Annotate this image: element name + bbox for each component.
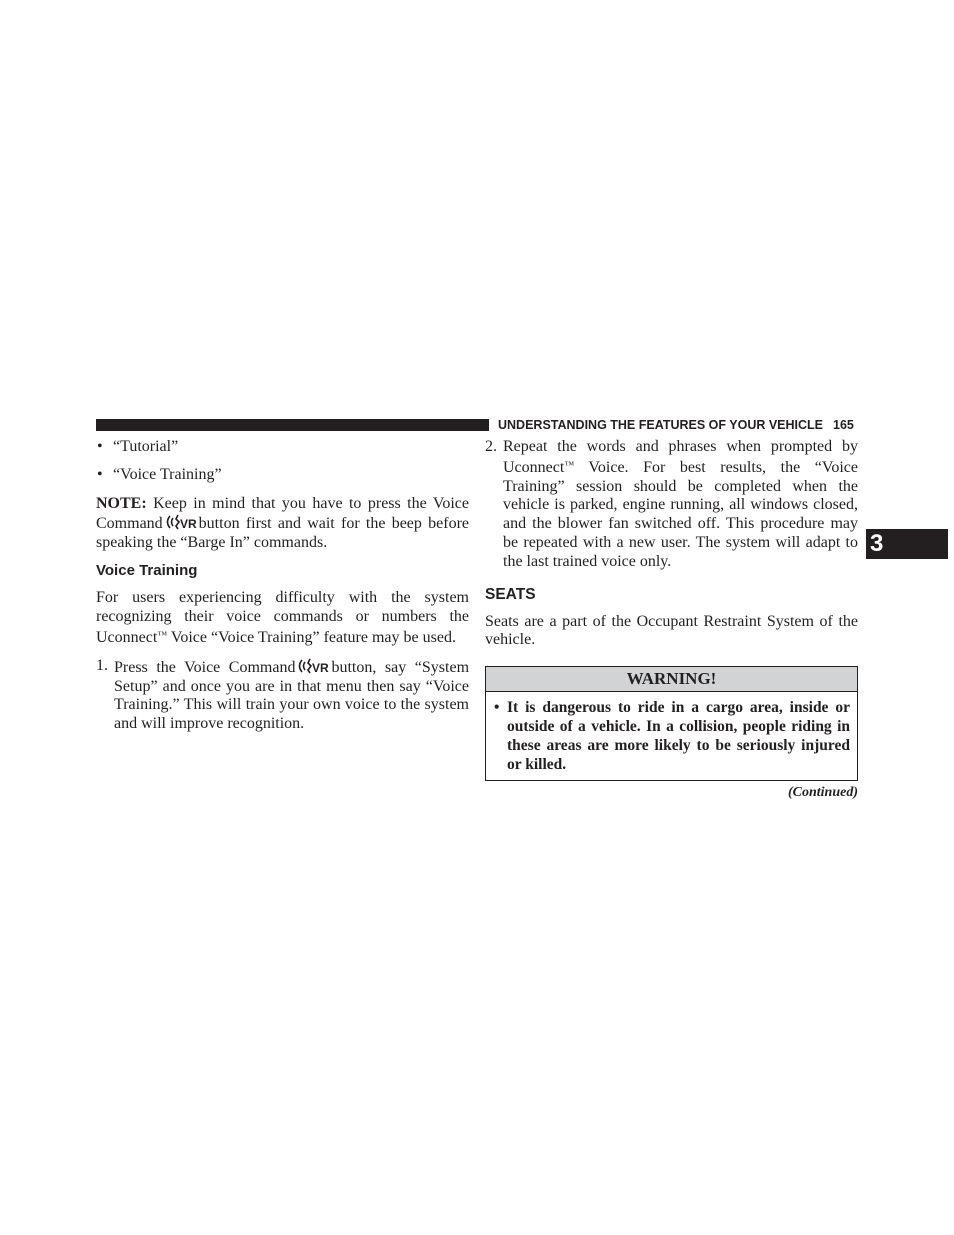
step-1-number: 1.	[96, 656, 108, 674]
voice-training-heading: Voice Training	[96, 561, 198, 579]
warning-title: WARNING!	[486, 667, 857, 692]
left-column	[96, 438, 469, 734]
voice-command-icon	[164, 513, 198, 531]
continued-label: (Continued)	[787, 785, 858, 801]
note-text-2: button first and wait for the beep before speaking the “Barge In” commands.	[96, 515, 469, 552]
step-2	[485, 438, 858, 572]
right-column	[485, 438, 858, 803]
trademark-symbol: ™	[564, 459, 575, 471]
warning-bullet: • It is dangerous to ride in a cargo area, inside or outside of a vehicle. In a collision, people riding in these areas are more likely to be seriously injured or killed.	[493, 699, 850, 774]
page-number: 165	[833, 418, 854, 432]
warning-body	[486, 692, 857, 780]
voice-training-intro-text-2: Voice “Voice Training” feature may be used.	[167, 628, 456, 646]
seats-intro: Seats are a part of the Occupant Restraint System of the vehicle.	[485, 612, 858, 649]
voice-command-icon	[296, 657, 330, 675]
header-rule-bar	[96, 419, 489, 431]
step-2-text-2: Voice. For best results, the “Voice Training” session should be completed when the vehicle is parked, engine running, all windows closed, and the blower fan switched off. This procedure may be repeated with a new user. The system will adapt to the last trained voice only.	[503, 458, 858, 570]
note-label: NOTE:	[96, 494, 147, 512]
note-paragraph	[96, 495, 469, 553]
trademark-symbol: ™	[157, 629, 168, 641]
running-header	[498, 417, 858, 433]
chapter-number: 3	[870, 530, 884, 557]
svg-text:VR: VR	[312, 660, 330, 675]
chapter-tab	[866, 529, 948, 559]
voice-training-intro	[96, 589, 469, 647]
bullet-voice-training: • “Voice Training”	[96, 466, 469, 485]
header-title: UNDERSTANDING THE FEATURES OF YOUR VEHICLE	[498, 418, 824, 432]
svg-text:VR: VR	[179, 517, 197, 532]
warning-box	[485, 666, 858, 781]
step-2-text-1: Repeat the words and phrases when prompted by Uconnect	[503, 438, 858, 476]
seats-heading: SEATS	[485, 585, 536, 603]
step-1-text-2: button, say “System Setup” and once you are in that menu then say “Voice Training.” This will train your own voice to the system and will improve recognition.	[114, 658, 470, 733]
bullet-tutorial: • “Tutorial”	[96, 438, 469, 457]
voice-training-intro-text: For users experiencing difficulty with the system recognizing their voice commands or numbers the Uconnect	[96, 588, 469, 646]
step-2-number: 2.	[485, 438, 497, 455]
note-text-1: Keep in mind that you have to press the Voice Command	[96, 494, 470, 533]
step-1-text-1: Press the Voice Command	[114, 658, 296, 676]
step-1	[96, 657, 469, 734]
